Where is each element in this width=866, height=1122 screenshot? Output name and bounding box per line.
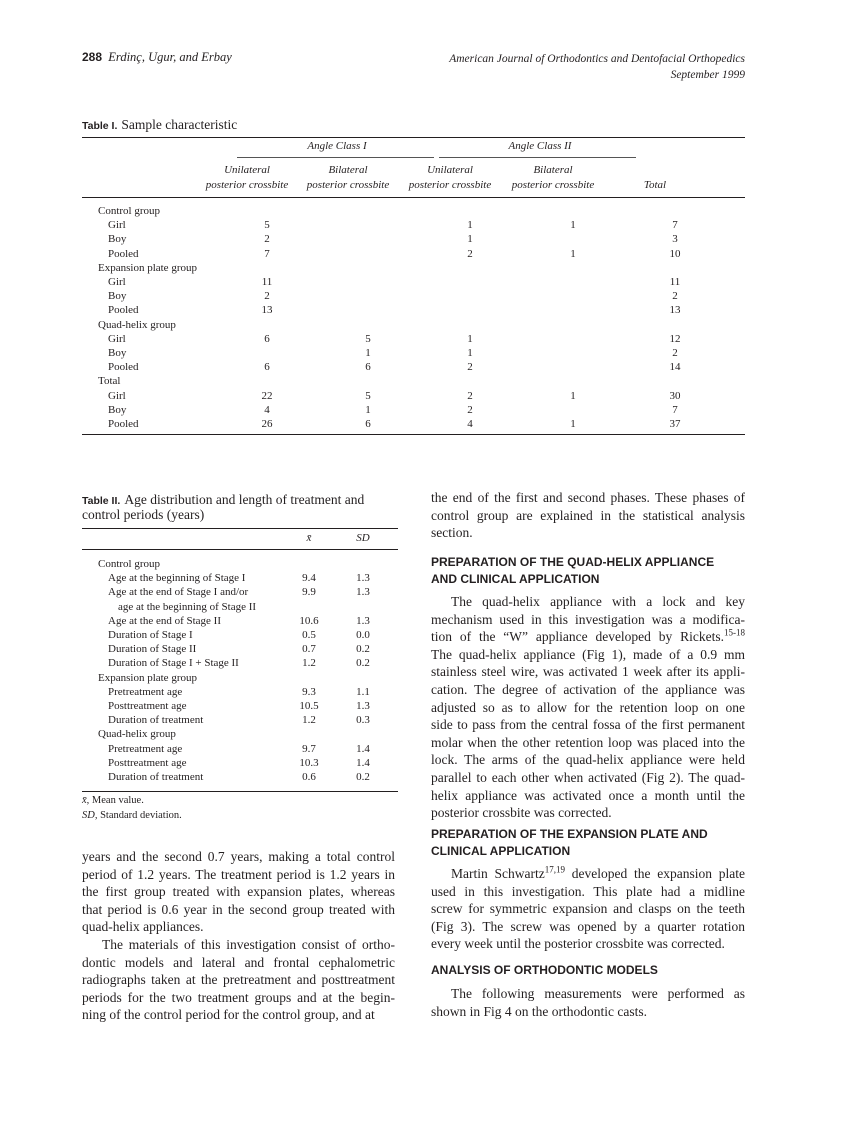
table-cell: 10.6 [299, 614, 319, 627]
table-cell: 37 [669, 418, 681, 430]
column-header-line2: posterior crossbite [511, 179, 595, 191]
row-label: Pooled [108, 304, 139, 317]
table-cell: 1.2 [302, 714, 316, 727]
table-cell: 0.2 [356, 643, 370, 656]
table-row [82, 671, 398, 685]
text-line [431, 628, 745, 646]
row-label: Quad-helix group [98, 318, 176, 331]
text-line [431, 804, 745, 822]
row-label: Duration of Stage I [108, 629, 193, 641]
text-line [82, 936, 395, 954]
text-line [431, 524, 745, 542]
table-cell: 1 [570, 219, 576, 232]
line-text: lock. The arms of the quad-helix appliance were held [431, 752, 745, 768]
row-label: Duration of Stage I + Stage II [108, 657, 239, 670]
table-cell: 1 [570, 389, 576, 402]
table-row [82, 275, 745, 289]
text-line [431, 681, 745, 699]
group-header-class1: Angle Class I [307, 140, 367, 152]
table-cell: 1 [467, 332, 473, 345]
table-cell: 0.3 [356, 714, 370, 727]
running-header-left [82, 50, 232, 65]
table-cell: 11 [261, 276, 273, 288]
table-cell: 2 [467, 247, 473, 260]
table-cell: 9.3 [302, 685, 316, 698]
row-label: Posttreatment age [108, 756, 187, 769]
table-row [82, 218, 745, 232]
line-text: The quad-helix appliance (Fig 1), made of a 0.9 mm [431, 646, 745, 662]
table-row [82, 346, 745, 360]
text-line [431, 489, 745, 507]
table2-title-line2: control periods (years) [82, 507, 205, 522]
col-header-sd: SD [356, 532, 370, 544]
table-row [82, 417, 745, 431]
running-header-right [449, 51, 745, 83]
heading-line: PREPARATION OF THE QUAD-HELIX APPLIANCE [431, 555, 715, 569]
table-cell: 0.7 [302, 643, 316, 656]
table-cell: 7 [264, 247, 270, 260]
table-row [82, 289, 745, 303]
journal-name: American Journal of Orthodontics and Dentofacial Orthopedics [449, 53, 745, 65]
row-label: Total [98, 375, 121, 388]
heading-line: ANALYSIS OF ORTHODONTIC MODELS [431, 963, 658, 977]
table2-title-line1: Age distribution and length of treatment and [124, 492, 365, 507]
footnote-mean: x̄, Mean value. [82, 795, 144, 806]
text-line [82, 918, 395, 936]
table-row [82, 742, 398, 756]
table-row [82, 360, 745, 374]
table-cell: 9.4 [302, 572, 316, 585]
line-text: years and the second 0.7 years, making a total control [82, 849, 395, 864]
column-header-line2: posterior crossbite [408, 179, 492, 191]
row-label: Pooled [108, 418, 139, 430]
paragraph [82, 848, 395, 936]
table-cell: 1.3 [356, 614, 370, 627]
row-label: Boy [108, 233, 127, 246]
table-row [82, 685, 398, 699]
table-cell: 13 [669, 304, 681, 317]
section-heading [431, 826, 708, 860]
table-cell: 2 [467, 361, 473, 374]
line-text: radiographs taken at the pretreatment and posttreatment [82, 972, 395, 988]
line-text: tion of the “W” appliance developed by Rickets. [431, 629, 724, 645]
table-cell: 2 [467, 403, 473, 416]
table-cell: 1 [365, 403, 371, 416]
table-cell: 2 [672, 347, 678, 359]
line-text: dontic models and lateral and frontal cephalometric [82, 954, 395, 970]
row-label: Duration of treatment [108, 714, 204, 727]
table-cell: 1 [467, 233, 473, 246]
row-label: Duration of treatment [108, 771, 204, 783]
line-text: section. [431, 525, 473, 541]
line-text: developed the expansion plate [565, 866, 745, 881]
table-cell: 1.3 [356, 700, 370, 712]
row-label: Pretreatment age [108, 742, 183, 755]
table-cell: 1.2 [302, 657, 316, 670]
table-cell: 10.3 [299, 756, 319, 769]
table2-caption [82, 493, 364, 522]
line-text: shown in Fig 4 on the orthodontic casts. [431, 1003, 647, 1019]
citation-ref: 15-18 [724, 627, 745, 638]
row-label: Girl [108, 219, 126, 232]
table-cell: 9.9 [302, 586, 316, 599]
row-label: Posttreatment age [108, 700, 187, 712]
table-cell: 4 [467, 418, 473, 430]
text-line [431, 900, 745, 918]
table-cell: 30 [669, 389, 681, 402]
row-label: Age at the end of Stage II [108, 614, 222, 627]
text-line [82, 954, 395, 972]
text-line [431, 663, 745, 681]
line-text: The following measurements were performed as [451, 986, 745, 1001]
table1-label: Table I. [82, 120, 118, 132]
text-line [431, 865, 745, 883]
row-label: Expansion plate group [98, 261, 197, 274]
table-row [82, 600, 398, 614]
table-cell: 1.1 [356, 685, 370, 698]
table1-caption [82, 116, 237, 134]
table-cell: 1.3 [356, 572, 370, 585]
col-header-mean: x̄ [306, 532, 312, 544]
table-row [82, 656, 398, 670]
authors: Erdinç, Ugur, and Erbay [108, 50, 232, 64]
paragraph [431, 489, 745, 542]
table-cell: 1.3 [356, 586, 370, 599]
table-cell: 1.4 [356, 756, 370, 769]
text-line [431, 734, 745, 752]
text-line [82, 901, 395, 919]
text-line [82, 971, 395, 989]
table-cell: 1 [467, 219, 473, 232]
table-cell: 4 [264, 403, 270, 416]
column-header-line1: Unilateral [224, 164, 270, 176]
table-cell: 5 [365, 389, 371, 402]
text-line [431, 646, 745, 664]
table-row [82, 204, 745, 218]
table-row [82, 403, 745, 417]
table-cell: 7 [672, 219, 678, 232]
table-cell: 10.5 [299, 700, 319, 712]
table-cell: 5 [365, 332, 371, 345]
row-label: Age at the end of Stage I and/or [108, 586, 249, 599]
table-row [82, 727, 398, 741]
table-cell: 2 [264, 290, 270, 303]
row-label: Pooled [108, 361, 139, 374]
line-text: ning of the control period for the control group, and at [82, 1007, 375, 1023]
line-text: posterior crossbite was corrected. [431, 805, 612, 821]
column-header-line1: Bilateral [328, 164, 368, 176]
table-row [82, 557, 398, 571]
table-row [82, 332, 745, 346]
row-label: Boy [108, 290, 127, 303]
heading-line: AND CLINICAL APPLICATION [431, 572, 600, 586]
line-text: the end of the first and second phases. These phases of [431, 490, 745, 505]
column-header-line1 [575, 163, 735, 178]
table2-footnotes [82, 793, 182, 823]
table-cell: 0.6 [302, 771, 316, 783]
table-row [82, 571, 398, 585]
table-cell: 12 [669, 332, 681, 345]
line-text: period of 1.2 years. The treatment period is 1.2 years in [82, 866, 395, 882]
table-cell: 14 [669, 361, 681, 374]
row-label: Duration of Stage II [108, 643, 197, 656]
column-header-line1: Unilateral [427, 164, 473, 176]
row-label: Boy [108, 403, 127, 416]
table-row [82, 628, 398, 642]
text-line [431, 883, 745, 901]
line-text: helix appliance was activated once a month until the [431, 787, 745, 803]
text-line [82, 848, 395, 866]
row-label: age at the beginning of Stage II [118, 600, 257, 613]
table-cell: 1 [570, 247, 576, 260]
table-cell: 6 [264, 361, 270, 374]
table-cell: 6 [264, 332, 270, 345]
column-header [575, 163, 735, 193]
text-line [431, 985, 745, 1003]
row-label: Boy [108, 347, 127, 359]
line-text: parallel to each other when activated (Fig 2). The quad- [431, 769, 745, 785]
row-label: Girl [108, 332, 126, 345]
paragraph [431, 985, 745, 1020]
text-line [431, 507, 745, 525]
line-text: mechanism used in this investigation was a modifica- [431, 611, 745, 627]
table-cell: 1 [365, 347, 371, 359]
line-text: used in this investigation. This plate had a midline [431, 883, 745, 899]
row-label: Quad-helix group [98, 728, 176, 741]
section-heading [431, 962, 658, 979]
table-cell: 2 [467, 389, 473, 402]
table-row [82, 303, 745, 317]
table2-label: Table II. [82, 495, 121, 507]
line-text: stainless steel wire, was activated 1 week after its appli- [431, 664, 745, 680]
table-row [82, 585, 398, 599]
line-text: The quad-helix appliance with a lock and key [451, 594, 745, 609]
table1-title: Sample characteristic [121, 117, 238, 132]
table-row [82, 770, 398, 784]
issue-date: September 1999 [670, 69, 745, 81]
row-label: Expansion plate group [98, 671, 197, 684]
text-line [82, 883, 395, 901]
line-text: The materials of this investigation consist of ortho- [102, 937, 395, 952]
table-cell: 10 [669, 247, 681, 260]
row-label: Control group [98, 205, 161, 217]
line-text: adjusted so as to allow for the retention loop on one [431, 699, 745, 715]
table-cell: 0.0 [356, 629, 370, 641]
table-cell: 0.2 [356, 771, 370, 783]
text-line [431, 699, 745, 717]
line-text: periods for the two treatment groups and at the begin- [82, 989, 395, 1005]
table-row [82, 614, 398, 628]
text-line [431, 935, 745, 953]
table-cell: 1 [570, 418, 576, 430]
column-header-line2: posterior crossbite [306, 179, 390, 191]
page-number: 288 [82, 50, 103, 64]
table-row [82, 261, 745, 275]
line-text: Martin Schwartz [451, 866, 545, 881]
line-text: cation. The degree of activation of the appliance was [431, 681, 745, 697]
table-cell: 11 [669, 276, 681, 288]
table-row [82, 318, 745, 332]
line-text: screw for symmetric expansion and clasps on the teeth [431, 901, 745, 917]
paragraph [431, 865, 745, 953]
table-cell: 1 [467, 347, 473, 359]
column-header-line1: Bilateral [533, 164, 573, 176]
text-line [431, 918, 745, 936]
table-cell: 3 [672, 233, 678, 246]
table2 [82, 528, 398, 828]
text-line [431, 787, 745, 805]
table-cell: 0.5 [302, 629, 316, 641]
line-text: the first group treated with expansion plates, whereas [82, 884, 395, 900]
line-text: side to pass from the central fossa of the first permanent [431, 717, 745, 733]
text-line [431, 716, 745, 734]
table-row [82, 247, 745, 261]
table-row [82, 756, 398, 770]
heading-line: CLINICAL APPLICATION [431, 844, 571, 858]
table-row [82, 699, 398, 713]
group-header-class2: Angle Class II [508, 140, 572, 152]
row-label: Girl [108, 276, 126, 288]
line-text: quad-helix appliances. [82, 919, 204, 935]
table-cell: 0.2 [356, 657, 370, 670]
table-row [82, 374, 745, 388]
text-line [82, 866, 395, 884]
line-text: molar when the other retention loop was placed into the [431, 734, 745, 750]
table-cell: 7 [672, 403, 678, 416]
line-text: control group are explained in the statistical analysis [431, 507, 745, 523]
table-row [82, 642, 398, 656]
line-text: (Fig 3). The screw was opened by a quarter rotation [431, 918, 745, 934]
row-label: Pretreatment age [108, 685, 183, 698]
text-line [431, 611, 745, 629]
row-label: Control group [98, 558, 161, 570]
section-heading [431, 554, 714, 588]
text-line [431, 593, 745, 611]
column-header-line2: Total [643, 179, 667, 191]
table-cell: 26 [261, 418, 273, 430]
line-text: that period is 0.6 year in the second group treated with [82, 901, 395, 917]
text-line [431, 751, 745, 769]
text-line [431, 769, 745, 787]
table-cell: 6 [365, 361, 371, 374]
table-row [82, 713, 398, 727]
table-cell: 2 [264, 233, 270, 246]
text-line [82, 1006, 395, 1024]
paragraph [431, 593, 745, 822]
table-cell: 2 [672, 290, 678, 303]
table-cell: 13 [261, 304, 273, 317]
line-text: every week until the posterior crossbite was corrected. [431, 936, 725, 952]
row-label: Girl [108, 389, 126, 402]
row-label: Age at the beginning of Stage I [108, 572, 246, 585]
table-cell: 9.7 [302, 742, 316, 755]
column-header-line2: posterior crossbite [205, 179, 289, 191]
table-cell: 6 [365, 418, 371, 430]
citation-ref: 17,19 [544, 864, 565, 875]
table-row [82, 232, 745, 246]
paragraph [82, 936, 395, 1024]
table-cell: 5 [264, 219, 270, 232]
table-cell: 1.4 [356, 742, 370, 755]
row-label: Pooled [108, 247, 139, 260]
text-line [82, 989, 395, 1007]
footnote-sd: SD, Standard deviation. [82, 810, 182, 821]
heading-line: PREPARATION OF THE EXPANSION PLATE AND [431, 827, 708, 841]
table-cell: 22 [261, 389, 273, 402]
table-row [82, 389, 745, 403]
table1 [82, 137, 745, 437]
text-line [431, 1003, 745, 1021]
